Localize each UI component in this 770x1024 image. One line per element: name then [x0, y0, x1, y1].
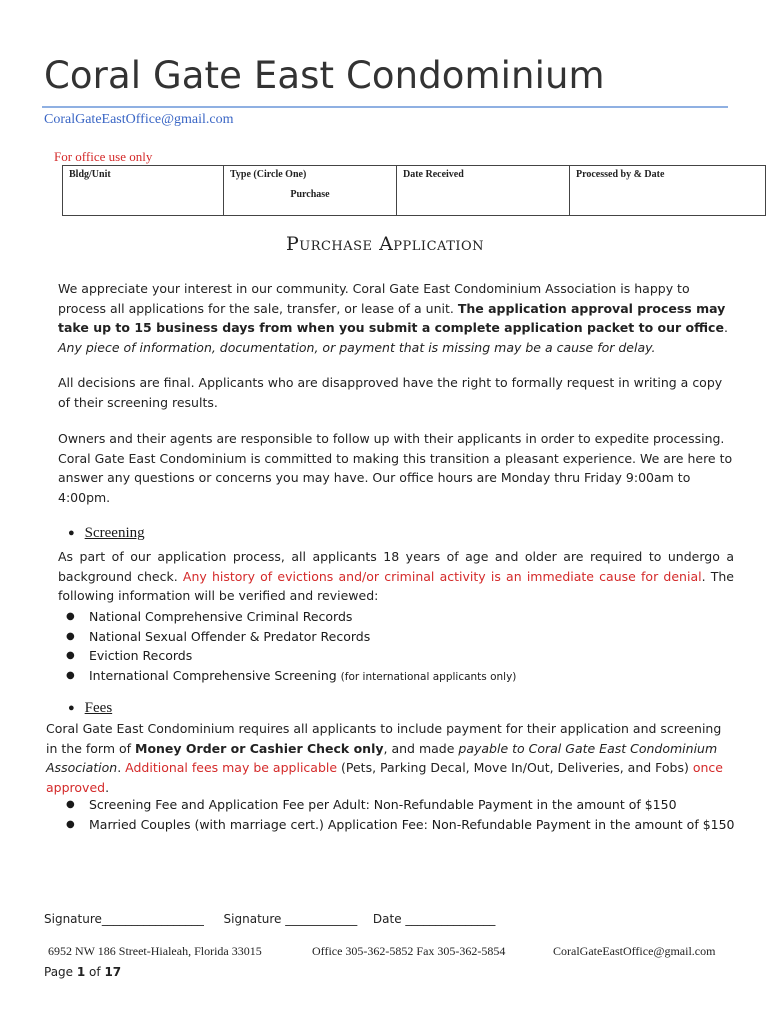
intro-paragraph-2: All decisions are final. Applicants who are disapproved have the right to formally request in writing a copy of their screening results.: [58, 375, 723, 410]
fees-heading: [68, 700, 112, 717]
header-email-link[interactable]: CoralGateEastOffice@gmail.com: [44, 112, 234, 127]
bullet-icon: ●: [68, 527, 75, 539]
office-col-label: Processed by & Date: [576, 169, 665, 180]
bullet-icon: ●: [68, 702, 75, 714]
list-item: [66, 666, 726, 688]
fees-list: [66, 795, 746, 834]
list-item: ● National Comprehensive Criminal Records: [66, 607, 726, 627]
page-of: of: [85, 965, 105, 979]
title-divider: [42, 106, 728, 108]
signature-field-1[interactable]: Signature_________________: [44, 912, 204, 926]
intro-paragraph-1: [58, 279, 734, 357]
office-cell-processed-by[interactable]: [570, 166, 766, 216]
office-cell-bldg-unit[interactable]: [63, 166, 224, 216]
signature-field-2[interactable]: Signature ____________: [223, 912, 358, 926]
fees-paragraph: [46, 719, 736, 797]
page-total: 17: [104, 965, 122, 979]
signature-row: [44, 912, 495, 926]
office-cell-date-received[interactable]: [397, 166, 570, 216]
screening-heading-label: Screening: [84, 525, 145, 541]
fees-italic-text: payable to Coral Gate East Condominium Association: [46, 740, 718, 775]
list-item-note: (for international applicants only): [340, 670, 517, 683]
intro-bold-text: The application approval process may take up to 15 business days from when you submit a complete application packet to our office: [58, 300, 726, 335]
list-item: ● Married Couples (with marriage cert.) Application Fee: Non-Refundable Payment in the amount of $150: [66, 815, 746, 835]
fees-red-text: once approved: [46, 760, 723, 795]
screening-warning-text: Any history of evictions and/or criminal activity is an immediate cause for denial: [182, 568, 702, 584]
page-current: 1: [76, 965, 86, 979]
list-item: ● National Sexual Offender & Predator Records: [66, 627, 726, 647]
intro-italic-text: Any piece of information, documentation, or payment that is missing may be a cause for delay.: [58, 339, 656, 355]
screening-list: [66, 607, 726, 687]
section-title: Purchase Application: [285, 233, 485, 255]
office-col-label: Date Received: [403, 169, 464, 180]
fees-text: (Pets, Parking Decal, Move In/Out, Deliveries, and Fobs): [337, 760, 693, 775]
fees-text: , and made: [383, 740, 459, 756]
office-cell-type[interactable]: [224, 166, 397, 216]
fees-red-text: Additional fees may be applicable: [125, 760, 338, 775]
intro-text: .: [723, 320, 728, 335]
office-type-value: Purchase: [290, 189, 330, 200]
fees-heading-label: Fees: [84, 700, 113, 716]
fees-text: .: [117, 760, 126, 775]
footer-phone: Office 305-362-5852 Fax 305-362-5854: [312, 944, 506, 958]
screening-heading: [68, 525, 145, 542]
fees-text: .: [105, 779, 110, 795]
fees-text: Coral Gate East Condominium requires all applicants to include payment for their application and screening in the form of: [46, 721, 722, 756]
list-item: ● Eviction Records: [66, 646, 726, 666]
fees-bold-text: Money Order or Cashier Check only: [135, 740, 384, 756]
screening-text: . The following information will be verified and reviewed:: [58, 568, 734, 603]
page-title: Coral Gate East Condominium: [44, 54, 605, 97]
page-prefix: Page: [44, 965, 77, 979]
footer-email[interactable]: CoralGateEastOffice@gmail.com: [553, 944, 716, 958]
office-use-table: [62, 165, 766, 216]
intro-text: We appreciate your interest in our community. Coral Gate East Condominium Association is happy to process all applications for the sale, transfer, or lease of a unit.: [58, 281, 690, 316]
office-use-label: For office use only: [54, 149, 153, 164]
screening-text: As part of our application process, all applicants 18 years of age and older are required to undergo a background check.: [58, 549, 734, 584]
list-item-text: International Comprehensive Screening: [89, 667, 337, 683]
footer-address: 6952 NW 186 Street-Hialeah, Florida 33015: [48, 944, 262, 958]
office-col-label: Type (Circle One): [230, 169, 307, 180]
office-col-label: Bldg/Unit: [69, 169, 111, 180]
list-item: ● Screening Fee and Application Fee per Adult: Non-Refundable Payment in the amount of $150: [66, 795, 746, 815]
intro-paragraph-3: Owners and their agents are responsible to follow up with their applicants in order to expedite processing. Coral Gate East Condominium is committed to making this transition a pleasant experience. We are here to answer any questions or concerns you may have. Our office hours are Monday thru Friday 9:00am to 4:00pm.: [58, 431, 733, 505]
screening-paragraph: [58, 547, 734, 606]
date-field[interactable]: Date _______________: [372, 912, 496, 926]
page-number: [44, 965, 121, 979]
